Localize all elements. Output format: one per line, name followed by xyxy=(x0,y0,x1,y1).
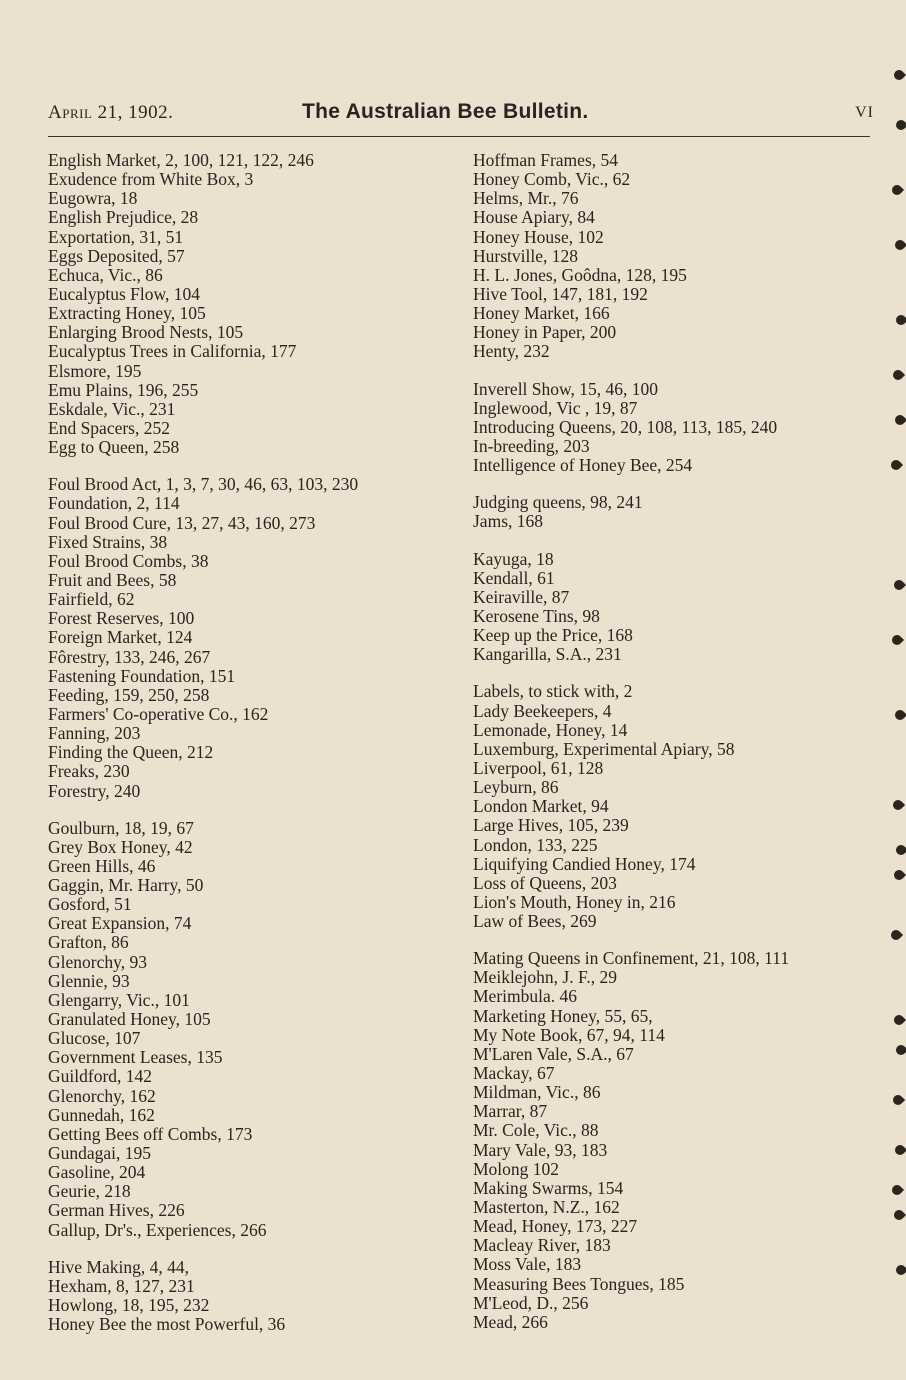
index-entry: Forest Reserves, 100 xyxy=(48,608,195,629)
index-entry: Glenorchy, 93 xyxy=(48,951,147,972)
index-entry: Law of Bees, 269 xyxy=(473,911,597,932)
index-entry: My Note Book, 67, 94, 114 xyxy=(473,1024,665,1045)
index-entry: Kangarilla, S.A., 231 xyxy=(473,644,622,665)
index-entry: Mildman, Vic., 86 xyxy=(473,1082,601,1103)
index-entry: Measuring Bees Tongues, 185 xyxy=(473,1273,685,1294)
index-entry: Masterton, N.Z., 162 xyxy=(473,1197,620,1218)
index-entry: Kendall, 61 xyxy=(473,567,555,588)
index-entry: Hive Tool, 147, 181, 192 xyxy=(473,283,648,304)
index-entry: Guildford, 142 xyxy=(48,1066,153,1087)
index-entry: German Hives, 226 xyxy=(48,1200,185,1221)
index-entry: Grafton, 86 xyxy=(48,932,129,953)
index-entry: Honey Bee the most Powerful, 36 xyxy=(48,1314,286,1335)
torn-page-edge xyxy=(876,60,906,1360)
index-entry: Foul Brood Cure, 13, 27, 43, 160, 273 xyxy=(48,512,316,533)
index-entry: Intelligence of Honey Bee, 254 xyxy=(473,455,693,476)
index-entry: Getting Bees off Combs, 173 xyxy=(48,1123,253,1144)
index-entry: Mackay, 67 xyxy=(473,1063,555,1084)
index-entry: Honey Market, 166 xyxy=(473,303,610,324)
index-entry: Exudence from White Box, 3 xyxy=(48,169,254,190)
index-entry: Enlarging Brood Nests, 105 xyxy=(48,322,244,343)
index-entry: Helms, Mr., 76 xyxy=(473,188,579,209)
index-entry: Emu Plains, 196, 255 xyxy=(48,379,199,400)
header-rule xyxy=(48,136,870,137)
index-entry: Honey House, 102 xyxy=(473,226,604,247)
index-entry: Gosford, 51 xyxy=(48,894,132,915)
index-entry: Gunnedah, 162 xyxy=(48,1104,155,1125)
index-entry: M'Leod, D., 256 xyxy=(473,1292,589,1313)
index-entry: Luxemburg, Experimental Apiary, 58 xyxy=(473,738,735,759)
index-entry: Foundation, 2, 114 xyxy=(48,493,180,514)
index-entry: English Prejudice, 28 xyxy=(48,207,199,228)
index-entry: Exportation, 31, 51 xyxy=(48,226,184,247)
index-entry: Eskdale, Vic., 231 xyxy=(48,398,176,419)
index-entry: End Spacers, 252 xyxy=(48,417,170,438)
index-entry: Honey Comb, Vic., 62 xyxy=(473,169,631,190)
index-entry: Mr. Cole, Vic., 88 xyxy=(473,1120,599,1141)
index-entry: Jams, 168 xyxy=(473,511,543,532)
index-entry: Hive Making, 4, 44, xyxy=(48,1256,189,1277)
index-entry: Geurie, 218 xyxy=(48,1181,131,1202)
index-entry: Mead, Honey, 173, 227 xyxy=(473,1216,638,1237)
index-entry: Forestry, 240 xyxy=(48,780,141,801)
index-entry: London Market, 94 xyxy=(473,796,609,817)
index-entry: Molong 102 xyxy=(473,1158,560,1179)
index-entry: Making Swarms, 154 xyxy=(473,1177,624,1198)
index-entry: Kayuga, 18 xyxy=(473,548,554,569)
index-entry: Liverpool, 61, 128 xyxy=(473,757,604,778)
issue-date: April 21, 1902. xyxy=(48,102,174,123)
index-entry: Eugowra, 18 xyxy=(48,188,138,209)
index-entry: Foul Brood Act, 1, 3, 7, 30, 46, 63, 103, 230 xyxy=(48,474,359,495)
index-entry: Marketing Honey, 55, 65, xyxy=(473,1005,653,1026)
index-entry: Inglewood, Vic , 19, 87 xyxy=(473,397,638,418)
index-entry: Green Hills, 46 xyxy=(48,855,156,876)
index-entry: Inverell Show, 15, 46, 100 xyxy=(473,378,659,399)
index-entry: Lion's Mouth, Honey in, 216 xyxy=(473,891,676,912)
index-entry: Fanning, 203 xyxy=(48,723,141,744)
index-entry: Marrar, 87 xyxy=(473,1101,548,1122)
index-entry: Eucalyptus Flow, 104 xyxy=(48,283,200,304)
index-entry: Elsmore, 195 xyxy=(48,360,142,381)
index-entry: H. L. Jones, Goôdna, 128, 195 xyxy=(473,264,687,285)
index-entry: Fastening Foundation, 151 xyxy=(48,665,236,686)
index-entry: Farmers' Co-operative Co., 162 xyxy=(48,703,269,724)
index-entry: Gaggin, Mr. Harry, 50 xyxy=(48,875,204,896)
index-entry: Merimbula. 46 xyxy=(473,986,578,1007)
index-entry: Meiklejohn, J. F., 29 xyxy=(473,967,617,988)
page-header xyxy=(48,100,878,128)
index-entry: Loss of Queens, 203 xyxy=(473,872,617,893)
index-entry: House Apiary, 84 xyxy=(473,207,595,228)
index-entry: Granulated Honey, 105 xyxy=(48,1009,211,1030)
index-entry: Keep up the Price, 168 xyxy=(473,625,633,646)
index-entry: M'Laren Vale, S.A., 67 xyxy=(473,1043,634,1064)
index-entry: Gasoline, 204 xyxy=(48,1162,146,1183)
index-entry: Labels, to stick with, 2 xyxy=(473,681,633,702)
index-entry: Leyburn, 86 xyxy=(473,777,559,798)
index-entry: Mating Queens in Confinement, 21, 108, 111 xyxy=(473,948,790,969)
index-entry: London, 133, 225 xyxy=(473,834,598,855)
index-entry: Extracting Honey, 105 xyxy=(48,303,206,324)
index-entry: Egg to Queen, 258 xyxy=(48,437,180,458)
index-entry: Keiraville, 87 xyxy=(473,586,570,607)
index-entry: Eucalyptus Trees in California, 177 xyxy=(48,341,297,362)
index-entry: Echuca, Vic., 86 xyxy=(48,264,163,285)
index-entry: Glengarry, Vic., 101 xyxy=(48,989,190,1010)
index-entry: Hexham, 8, 127, 231 xyxy=(48,1275,195,1296)
index-entry: Fairfield, 62 xyxy=(48,589,135,610)
index-entry: Foul Brood Combs, 38 xyxy=(48,550,209,571)
index-entry: Glenorchy, 162 xyxy=(48,1085,156,1106)
index-entry: In-breeding, 203 xyxy=(473,435,590,456)
index-column-right xyxy=(473,151,883,1332)
publication-title: The Australian Bee Bulletin. xyxy=(302,100,589,123)
index-entry: Kerosene Tins, 98 xyxy=(473,605,600,626)
index-entry: English Market, 2, 100, 121, 122, 246 xyxy=(48,150,314,170)
index-entry: Large Hives, 105, 239 xyxy=(473,815,629,836)
index-entry: Freaks, 230 xyxy=(48,761,130,782)
index-entry: Goulburn, 18, 19, 67 xyxy=(48,817,194,838)
index-entry: Fruit and Bees, 58 xyxy=(48,569,177,590)
index-entry: Mary Vale, 93, 183 xyxy=(473,1139,608,1160)
index-entry: Fixed Strains, 38 xyxy=(48,531,168,552)
index-entry: Eggs Deposited, 57 xyxy=(48,245,185,266)
index-entry: Honey in Paper, 200 xyxy=(473,322,617,343)
index-entry: Liquifying Candied Honey, 174 xyxy=(473,853,696,874)
index-entry: Fôrestry, 133, 246, 267 xyxy=(48,646,211,667)
index-entry: Government Leases, 135 xyxy=(48,1047,223,1068)
index-entry: Glucose, 107 xyxy=(48,1028,141,1049)
index-entry: Hurstville, 128 xyxy=(473,245,578,266)
index-entry: Foreign Market, 124 xyxy=(48,627,193,648)
index-entry: Lady Beekeepers, 4 xyxy=(473,700,612,721)
index-entry: Judging queens, 98, 241 xyxy=(473,492,643,513)
index-entry: Feeding, 159, 250, 258 xyxy=(48,684,210,705)
index-entry: Introducing Queens, 20, 108, 113, 185, 240 xyxy=(473,416,778,437)
index-entry: Hoffman Frames, 54 xyxy=(473,150,618,170)
index-column-left xyxy=(48,151,448,1334)
index-entry: Gallup, Dr's., Experiences, 266 xyxy=(48,1219,267,1240)
page-number: VI xyxy=(855,104,874,121)
index-entry: Moss Vale, 183 xyxy=(473,1254,582,1275)
index-entry: Finding the Queen, 212 xyxy=(48,742,214,763)
index-entry: Glennie, 93 xyxy=(48,970,130,991)
index-entry: Henty, 232 xyxy=(473,341,550,362)
index-entry: Lemonade, Honey, 14 xyxy=(473,719,628,740)
index-entry: Great Expansion, 74 xyxy=(48,913,192,934)
index-entry: Macleay River, 183 xyxy=(473,1235,611,1256)
index-entry: Howlong, 18, 195, 232 xyxy=(48,1295,210,1316)
index-entry: Grey Box Honey, 42 xyxy=(48,836,193,857)
index-entry: Mead, 266 xyxy=(473,1311,548,1332)
index-entry: Gundagai, 195 xyxy=(48,1143,152,1164)
